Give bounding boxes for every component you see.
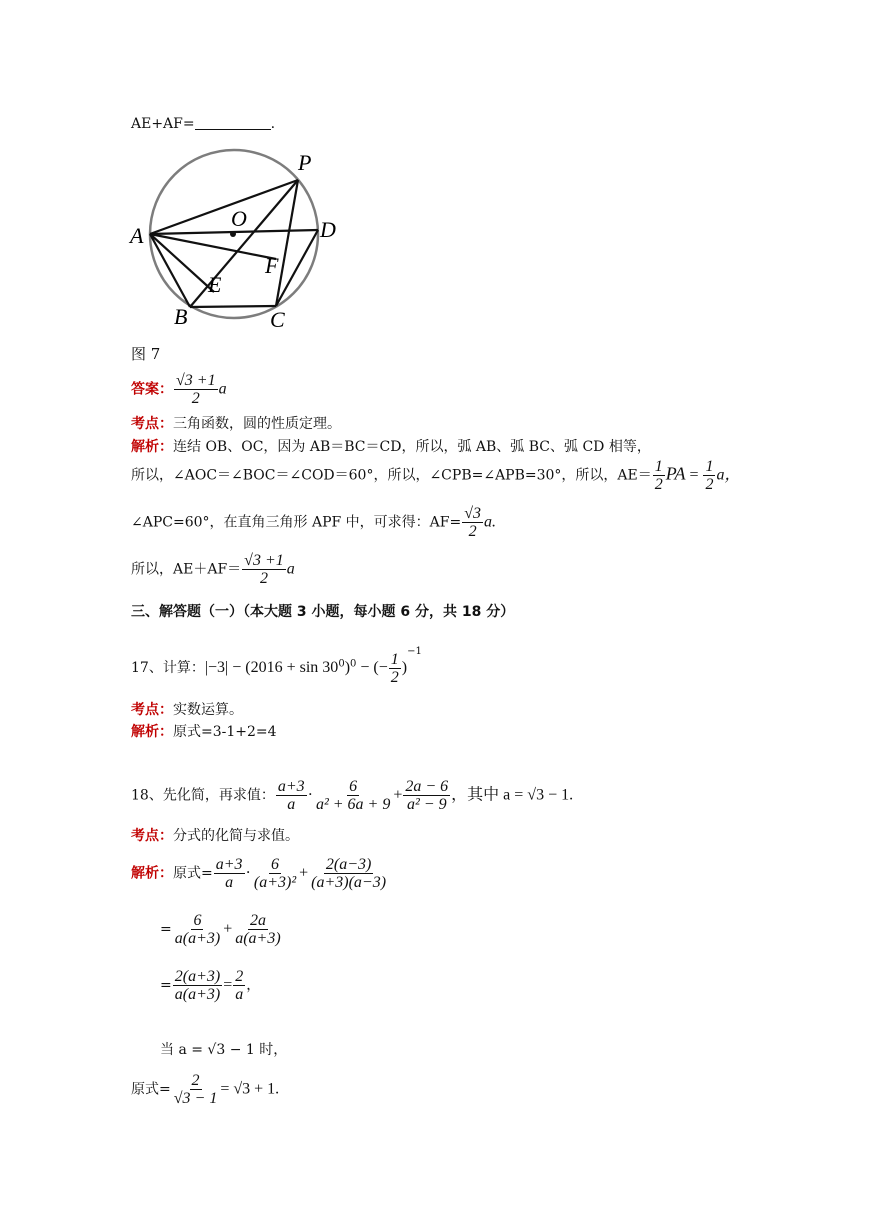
q16-jiexi-line3: ∠APC=60°，在直角三角形 APF 中，可求得：AF= $\frac{√3}{2}$ a.: [131, 505, 496, 540]
label-C: C: [270, 307, 285, 332]
q16-jiexi-line4: 所以，AE＋AF＝ $\frac{√3 +1}{2}$ a: [131, 552, 295, 587]
label-B: B: [174, 304, 188, 329]
label-F: F: [265, 253, 279, 278]
center-point-O: [230, 231, 236, 237]
label-E: E: [208, 272, 222, 297]
answer-fraction: $\frac{√3 +1}{2}$: [176, 372, 216, 407]
q18-jiexi-step3: = $\frac{2(a+3)}{a(a+3)}$ = $\frac{2}{a}$ ，: [160, 968, 261, 1003]
label-D: D: [320, 217, 336, 242]
q18-kaodian: 考点：分式的化简与求值。: [131, 828, 299, 844]
section-3-heading: 三、解答题（一）（本大题 3 小题，每小题 6 分，共 18 分）: [131, 604, 515, 620]
q18-jiexi-step1: 解析：原式= $\frac{a+3}{a}$ · $\frac{6}{\text{(a+3)²}}$ + $\frac{2(a-3)}{(a+3)(a-3)}$: [131, 856, 387, 891]
q17-kaodian: 考点：实数运算。: [131, 702, 243, 718]
q18-jiexi-step2: = $\frac{6}{a(a+3)}$ + $\frac{2a}{a(a+3)}$: [160, 912, 281, 947]
q17-jiexi: 解析：原式=3-1+2=4: [131, 724, 277, 740]
label-P: P: [298, 150, 312, 175]
answer-blank: [195, 115, 271, 130]
geometry-figure: [128, 142, 342, 342]
answer-label: 答案：: [131, 381, 173, 398]
q16-jiexi-line2: 所以，∠AOC＝∠BOC＝∠COD＝60°，所以，∠CPB=∠APB=30°，所以，AE＝ $\frac{1}{2}$ PA = $\frac{1}{2}$ a，: [131, 458, 741, 493]
q16-fill-line: [131, 114, 275, 134]
label-O: O: [231, 206, 247, 231]
q16-jiexi-line1: 解析：连结 OB、OC，因为 AB＝BC＝CD，所以，弧 AB、弧 BC、弧 CD 相等，: [131, 439, 651, 455]
label-A: A: [130, 223, 144, 248]
q18-question: 18、先化简，再求值： $\frac{a+3}{a}$ · $\frac{6}{\text{a² + 6a + 9}}$ + $\frac{2a - 6}{\text{a² − 9}}$ ，其中 a = √3 − 1.: [131, 778, 574, 813]
q16-answer: 答案： $\frac{√3 +1}{2}$ a: [131, 372, 227, 407]
q18-jiexi-step4: 当 a = √3 − 1 时，: [160, 1042, 288, 1058]
period: .: [270, 116, 276, 132]
q17-question: 17、计算：$|-3| - (2016 + \sin 30^0)^0$ − (− $\frac{1}{2}$ )$^{-1}$: [131, 646, 422, 686]
q18-jiexi-step5: 原式= $\frac{2}{√3 - 1}$ = √3 + 1.: [131, 1072, 280, 1107]
q16-prompt: AE+AF=: [131, 116, 195, 132]
figure-caption: 图 7: [131, 345, 161, 363]
q16-kaodian: 考点：三角函数，圆的性质定理。: [131, 416, 341, 432]
